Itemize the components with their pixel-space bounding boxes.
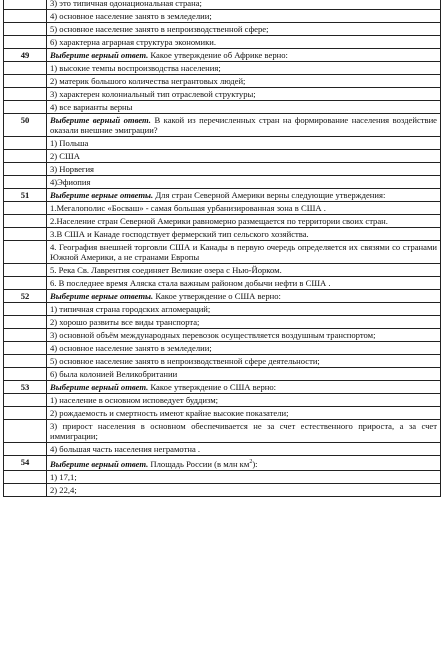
answer-option-text: 1) 17,1; (47, 470, 441, 483)
answer-option-text: 4) большая часть населения негрaмотна . (47, 443, 441, 456)
answer-option-text: 3) прирост населения в основном обеспечивается не за счет естественного прироста, а за счет иммиграции; (47, 420, 441, 443)
question-text (47, 189, 441, 202)
answer-option-text: 3) Норвегия (47, 163, 441, 176)
answer-option-row (4, 228, 441, 241)
answer-option-text: 6) характерна аграрная структура экономики. (47, 36, 441, 49)
question-number (4, 150, 47, 163)
question-number (4, 241, 47, 264)
question-number (4, 394, 47, 407)
question-number (4, 176, 47, 189)
question-text (47, 114, 441, 137)
answer-option-text: 4) все варианты верны (47, 101, 441, 114)
answer-option-row (4, 88, 441, 101)
question-instruction: Выберите верный ответ. (50, 115, 151, 125)
answer-option-text: 2) 22,4; (47, 483, 441, 496)
answer-option-text: 1) высокие темпы воспроизводства населения; (47, 62, 441, 75)
question-number (4, 355, 47, 368)
question-number (4, 443, 47, 456)
unit-superscript: 2 (249, 459, 253, 465)
question-number (4, 264, 47, 277)
answer-option-text: 6) была колонией Великобритании (47, 368, 441, 381)
question-number (4, 163, 47, 176)
answer-option-row (4, 150, 441, 163)
question-number (4, 407, 47, 420)
question-number (4, 101, 47, 114)
question-number (4, 303, 47, 316)
question-number (4, 316, 47, 329)
answer-option-row (4, 277, 441, 290)
question-number (4, 215, 47, 228)
answer-option-row (4, 342, 441, 355)
question-number (4, 329, 47, 342)
answer-option-row (4, 368, 441, 381)
answer-option-row (4, 407, 441, 420)
question-prompt: Для стран Северной Америки верны следующие утверждения: (153, 190, 386, 200)
question-text (47, 290, 441, 303)
question-row (4, 290, 441, 303)
question-row (4, 189, 441, 202)
question-text (47, 381, 441, 394)
question-number (4, 470, 47, 483)
question-number: 52 (4, 290, 47, 303)
question-prompt-end: ): (252, 458, 258, 469)
question-number: 49 (4, 49, 47, 62)
answer-option-text: 3) характерен колониальный тип отраслевой структуры; (47, 88, 441, 101)
answer-option-text: 2) хорошо развиты все виды транспорта; (47, 316, 441, 329)
question-number: 53 (4, 381, 47, 394)
answer-option-text: 3.В США и Канаде господствует фермерский тип сельского хозяйства. (47, 228, 441, 241)
answer-option-row (4, 483, 441, 496)
answer-option-row (4, 137, 441, 150)
answer-option-text: 1) население в основном исповедует буддизм; (47, 394, 441, 407)
question-number (4, 202, 47, 215)
question-prompt: Какое утверждение о США верно: (148, 382, 277, 392)
answer-option-row (4, 36, 441, 49)
answer-option-text: 4) основное население занято в земледелии; (47, 10, 441, 23)
answer-option-row (4, 176, 441, 189)
answer-option-text: 5) основное население занято в непроизводственной сфере деятельности; (47, 355, 441, 368)
answer-option-text: 2) рождаемость и смертность имеют крайне высокие показатели; (47, 407, 441, 420)
answer-option-row (4, 163, 441, 176)
answer-option-text: 1) Польша (47, 137, 441, 150)
answer-option-text: 3) основной объём международных перевозок осуществляется воздушным транспортом; (47, 329, 441, 342)
question-number (4, 10, 47, 23)
question-prompt: Какое утверждение о США верно: (153, 291, 281, 301)
answer-option-text: 4) основное население занято в земледелии; (47, 342, 441, 355)
questions-table (3, 0, 441, 497)
question-prompt: Какое утверждение об Африке верно: (148, 50, 288, 60)
question-row (4, 381, 441, 394)
answer-option-row (4, 316, 441, 329)
answer-option-row (4, 241, 441, 264)
questions-table-body (4, 0, 441, 496)
answer-option-text: 4. География внешней торговли США и Канады в первую очередь определяется их связями со странами Южной Америки, а не странами Европы (47, 241, 441, 264)
question-number (4, 75, 47, 88)
answer-option-row (4, 443, 441, 456)
question-number (4, 23, 47, 36)
question-text (47, 456, 441, 471)
answer-option-text: 3) это типичная одонациональная страна; (47, 0, 441, 10)
answer-option-row (4, 75, 441, 88)
answer-option-text: 2) материк большого количества негрантовых людей; (47, 75, 441, 88)
answer-option-text: 2) США (47, 150, 441, 163)
answer-option-row (4, 62, 441, 75)
question-instruction: Выберите верный ответ. (50, 50, 149, 60)
answer-option-text: 1.Мегалополис «Босваш» - самая большая урбанизированная зона в США . (47, 202, 441, 215)
answer-option-text: 6. В последнее время Аляска стала важным районом добычи нефти в США . (47, 277, 441, 290)
question-prompt: Площадь России (в млн км (148, 458, 250, 469)
question-number: 50 (4, 114, 47, 137)
question-instruction: Выберите верные ответы. (50, 190, 154, 200)
answer-option-row (4, 470, 441, 483)
answer-option-row (4, 23, 441, 36)
question-number: 51 (4, 189, 47, 202)
answer-option-row (4, 10, 441, 23)
question-number (4, 483, 47, 496)
question-number (4, 62, 47, 75)
question-number (4, 342, 47, 355)
question-row (4, 456, 441, 471)
question-number (4, 228, 47, 241)
answer-option-row (4, 215, 441, 228)
answer-option-text: 1) типичная страна городских агломераций; (47, 303, 441, 316)
question-text (47, 49, 441, 62)
question-number (4, 420, 47, 443)
question-instruction: Выберите верные ответы. (50, 291, 154, 301)
question-number (4, 0, 47, 10)
answer-option-text: 5) основное население занято в непроизводственной сфере; (47, 23, 441, 36)
answer-option-text: 5. Река Св. Лаврентия соединяет Великие озера с Нью-Йорком. (47, 264, 441, 277)
question-number (4, 368, 47, 381)
question-instruction: Выберите верный ответ. (50, 458, 149, 469)
question-number (4, 36, 47, 49)
question-row (4, 114, 441, 137)
answer-option-row (4, 394, 441, 407)
answer-option-row (4, 329, 441, 342)
answer-option-row (4, 264, 441, 277)
question-prompt: В какой из перечисленных стран на формирование населения воздействие оказали внешние эмиграции? (50, 115, 437, 135)
answer-option-row (4, 303, 441, 316)
question-row (4, 49, 441, 62)
answer-option-row (4, 101, 441, 114)
question-number (4, 137, 47, 150)
answer-option-text: 4)Эфиопия (47, 176, 441, 189)
answer-option-row (4, 420, 441, 443)
question-instruction: Выберите верный ответ. (50, 382, 149, 392)
answer-option-row (4, 0, 441, 10)
question-number (4, 277, 47, 290)
answer-option-text: 2.Население стран Северной Америки равномерно размещается по территории своих стран. (47, 215, 441, 228)
question-number: 54 (4, 456, 47, 471)
answer-option-row (4, 202, 441, 215)
question-number (4, 88, 47, 101)
answer-option-row (4, 355, 441, 368)
